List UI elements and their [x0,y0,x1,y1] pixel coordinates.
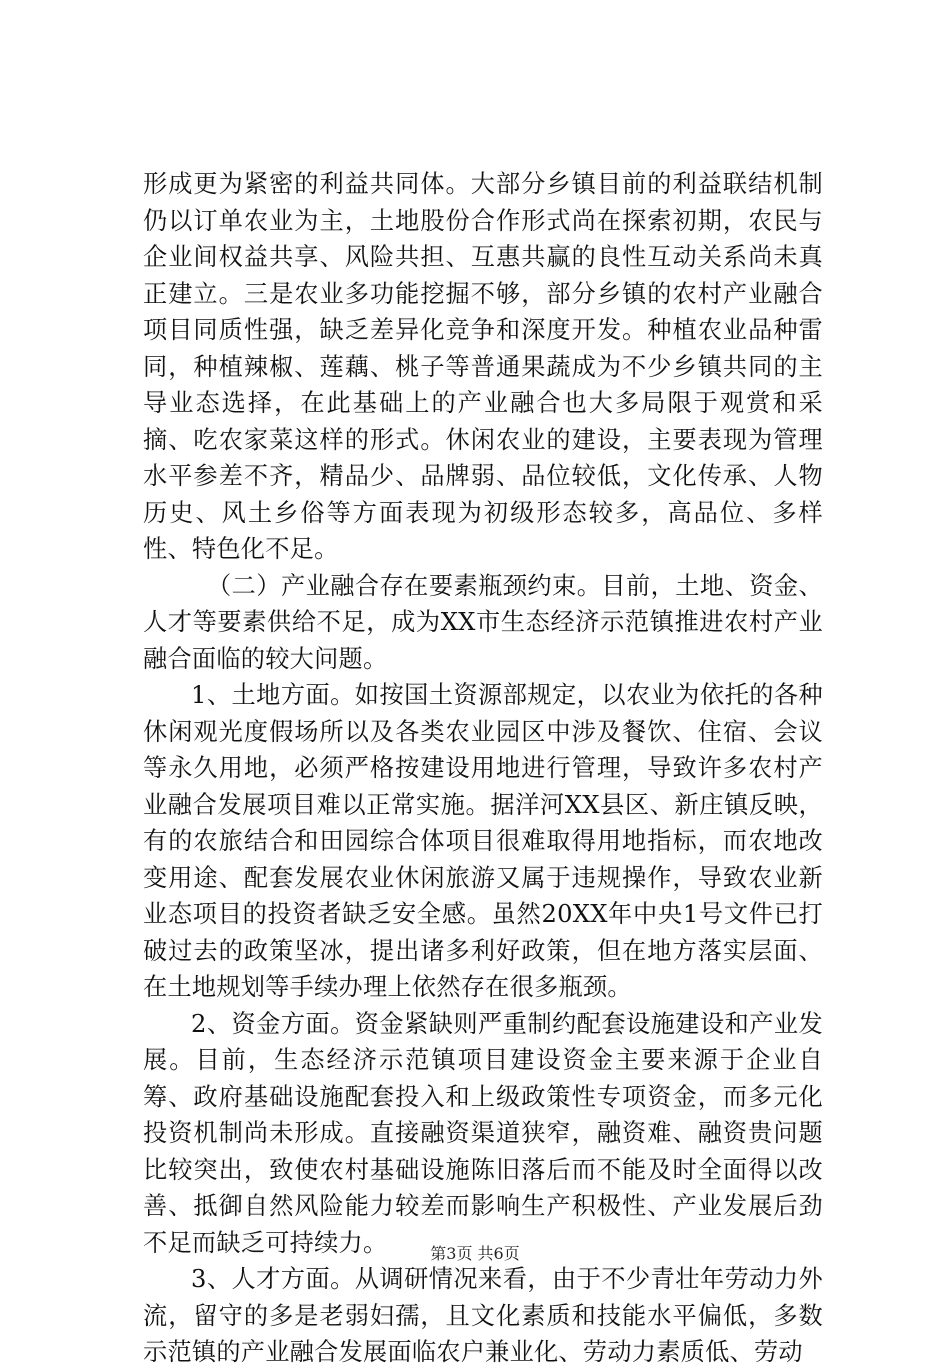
document-body [143,166,823,1371]
paragraph-land: 1、土地方面。如按国土资源部规定，以农业为依托的各种休闲观光度假场所以及各类农业园区中涉及餐饮、住宿、会议等永久用地，必须严格按建设用地进行管理，导致许多农村产业融合发展项目难以正常实施。据洋河XX县区、新庄镇反映，有的农旅结合和田园综合体项目很难取得用地指标，而农地改变用途、配套发展农业休闲旅游又属于违规操作，导致农业新业态项目的投资者缺乏安全感。虽然20XX年中央1号文件已打破过去的政策坚冰，提出诸多利好政策，但在地方落实层面、在土地规划等手续办理上依然存在很多瓶颈。 [143,681,823,1001]
paragraph-talent: 3、人才方面。从调研情况来看，由于不少青壮年劳动力外流，留守的多是老弱妇孺，且文化素质和技能水平偏低，多数示范镇的产业融合发展面临农户兼业化、劳动力素质低、劳动 [143,1265,823,1366]
page-number-footer: 第3页 共6页 [430,1244,520,1263]
paragraph-interest-mechanism: 形成更为紧密的利益共同体。大部分乡镇目前的利益联结机制仍以订单农业为主，土地股份合作形式尚在探索初期，农民与企业间权益共享、风险共担、互惠共赢的良性互动关系尚未真正建立。三是农业多功能挖掘不够，部分乡镇的农村产业融合项目同质性强，缺乏差异化竞争和深度开发。种植农业品种雷同，种植辣椒、莲藕、桃子等普通果蔬成为不少乡镇共同的主导业态选择，在此基础上的产业融合也大多局限于观赏和采摘、吃农家菜这样的形式。休闲农业的建设，主要表现为管理水平参差不齐，精品少、品牌弱、品位较低，文化传承、人物历史、风土乡俗等方面表现为初级形态较多，高品位、多样性、特色化不足。 [143,170,823,563]
paragraph-funding: 2、资金方面。资金紧缺则严重制约配套设施建设和产业发展。目前，生态经济示范镇项目建设资金主要来源于企业自筹、政府基础设施配套投入和上级政策性专项资金，而多元化投资机制尚未形成。直接融资渠道狭窄，融资难、融资贵问题比较突出，致使农村基础设施陈旧落后而不能及时全面得以改善、抵御自然风险能力较差而影响生产积极性、产业发展后劲不足而缺乏可持续力。 [143,1009,823,1257]
paragraph-factor-constraints: （二）产业融合存在要素瓶颈约束。目前，土地、资金、人才等要素供给不足，成为XX市生态经济示范镇推进农村产业融合面临的较大问题。 [143,571,823,673]
